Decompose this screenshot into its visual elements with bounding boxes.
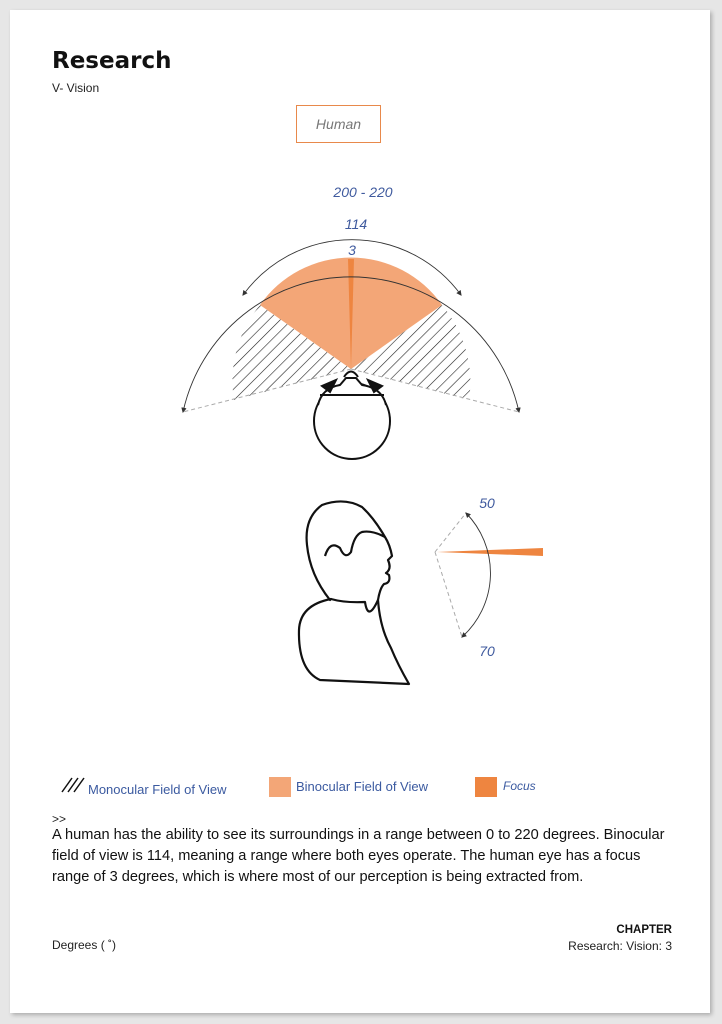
legend-swatch-binocular <box>269 777 291 797</box>
lower-angle-label: 70 <box>479 643 495 659</box>
legend-monocular-label: Monocular Field of View <box>88 782 227 797</box>
page-reference: Research: Vision: 3 <box>568 939 672 953</box>
legend-binocular-label: Binocular Field of View <box>296 779 428 794</box>
top-view-diagram <box>183 184 519 459</box>
page-title: Research <box>52 48 172 74</box>
upper-angle-label: 50 <box>479 495 495 511</box>
legend-focus-label: Focus <box>503 779 536 793</box>
person-profile-icon <box>299 501 409 684</box>
legend-swatch-monocular <box>62 778 84 792</box>
human-label: Human <box>315 116 362 132</box>
body-paragraph: A human has the ability to see its surroundings in a range between 0 to 220 degrees. Binocular field of view is 114, meaning a range where both eyes operate. The human eye has a focus range of 3 degrees, which is where most of our perception is being extracted from. <box>52 827 665 885</box>
units-note: Degrees ( ˚) <box>52 938 117 952</box>
head-top-view-icon <box>314 372 390 460</box>
side-dashed-line-up <box>435 513 466 552</box>
focus-wedge-side <box>437 548 543 556</box>
total-range-label: 200 - 220 <box>333 184 393 200</box>
side-dashed-line-down <box>435 552 462 637</box>
paragraph-marker: >> <box>52 812 67 826</box>
page-subtitle: V- Vision <box>52 81 100 95</box>
side-view-diagram <box>299 495 543 684</box>
binocular-range-label: 114 <box>344 216 368 232</box>
vertical-range-arc <box>462 513 490 637</box>
legend-swatch-focus <box>475 777 497 797</box>
chapter-label: CHAPTER <box>616 924 672 936</box>
focus-range-label: 3 <box>348 242 356 258</box>
